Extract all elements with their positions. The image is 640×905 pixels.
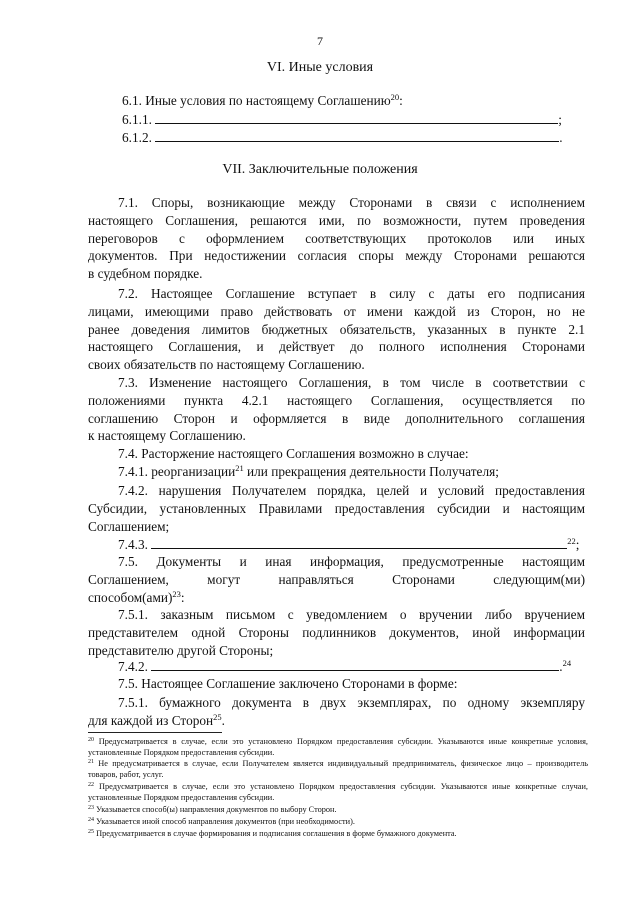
clause-7-4: 7.4. Расторжение настоящего Соглашения возможно в случае: xyxy=(118,446,469,461)
footnote-24 xyxy=(88,817,588,828)
footnote-ref-22: 22 xyxy=(567,536,576,546)
text-line: переговоров с оформлением соответствующих протоколов или иных xyxy=(88,230,585,246)
footnote-text: Предусматривается в случае, если это установлено Порядком предоставления субсидии. Указываются иные конкретные случаи, установленные Порядком предоставления субсидии. xyxy=(88,782,588,802)
fill-line xyxy=(155,129,559,142)
fill-line xyxy=(151,536,567,549)
clause-7-4-2-second-label: 7.4.2. xyxy=(118,659,148,674)
footnote-number: 23 xyxy=(88,805,94,811)
footnote-ref-23: 23 xyxy=(172,588,181,599)
footnote-text: Предусматривается в случае формирования и подписания соглашения в форме бумажного документа. xyxy=(96,829,457,838)
text-line: 7.2. Настоящее Соглашение вступает в силу с даты его подписания xyxy=(118,286,585,301)
text-line: представителем одной Стороны подлинников документов, иной информации xyxy=(88,624,585,640)
footnote-text: Указывается способ(ы) направления документов по выбору Сторон. xyxy=(96,805,337,814)
text-line: 7.5.1. бумажного документа в двух экземплярах, по одному экземпляру xyxy=(118,695,585,710)
clause-7-4-1-tail: или прекращения деятельности Получателя; xyxy=(243,464,499,479)
text-line xyxy=(88,712,585,730)
footnote-text: Не предусматривается в случае, если Получателем является индивидуальный предприниматель, физическое лицо – производитель товаров, работ, услуг. xyxy=(88,759,588,779)
clause-6-1-1-label: 6.1.1. xyxy=(122,112,152,127)
clause-7-4-1-text: 7.4.1. реорганизации xyxy=(118,464,236,479)
footnote-number: 20 xyxy=(88,737,94,743)
footnote-number: 24 xyxy=(88,817,94,823)
clause-7-4-2-second xyxy=(118,658,571,675)
clause-7-4-1 xyxy=(118,464,499,480)
clause-6-1-2-tail: . xyxy=(559,130,563,145)
text-line: соглашению Сторон и оформляется в виде дополнительного соглашения xyxy=(88,410,585,426)
text-line: 7.5. Документы и иная информация, предусмотренные настоящим xyxy=(118,554,585,569)
footnote-number: 22 xyxy=(88,782,94,788)
clause-7-5-tail: : xyxy=(180,589,185,605)
footnote-number: 21 xyxy=(88,759,94,765)
text-line: лицами, имеющими право действовать от имени каждой из Сторон, но не xyxy=(88,303,585,319)
section-6-title: VI. Иные условия xyxy=(266,60,374,75)
fill-line xyxy=(155,111,558,124)
clause-7-3 xyxy=(88,374,585,445)
clause-6-1-2-label: 6.1.2. xyxy=(122,130,152,145)
footnote-23 xyxy=(88,805,588,816)
text-line: представителю другой Стороны; xyxy=(88,642,274,658)
fill-line xyxy=(151,658,559,671)
text-line: 7.3. Изменение настоящего Соглашения, в том числе в соответствии с xyxy=(118,375,585,390)
clause-7-4-3-tail: ; xyxy=(575,537,580,552)
text-line: настоящего Соглашения, решаются ими, по возможности, путем проведения xyxy=(88,212,585,228)
text-line: 7.5.1. заказным письмом с уведомлением о вручении либо вручением xyxy=(118,607,585,622)
clause-7-5-second: 7.5. Настоящее Соглашение заключено Сторонами в форме: xyxy=(118,676,458,691)
clause-7-5 xyxy=(88,553,585,606)
clause-7-5-last: способом(ами) xyxy=(88,589,173,605)
text-line: документов. При недостижении согласия споры между Сторонами решаются xyxy=(88,248,585,264)
footnote-ref-20: 20 xyxy=(390,92,400,102)
footnote-separator xyxy=(88,732,222,733)
text-line: положениями пункта 4.2.1 настоящего Соглашения, осуществляется по xyxy=(88,392,585,408)
text-line: 7.1. Споры, возникающие между Сторонами в связи с исполнением xyxy=(118,195,585,210)
footnote-ref-25: 25 xyxy=(213,711,222,722)
clause-6-1-text: 6.1. Иные условия по настоящему Соглашению xyxy=(122,93,391,108)
clause-7-4-2 xyxy=(88,482,585,535)
clause-6-1-tail: : xyxy=(399,93,403,108)
text-line xyxy=(88,589,585,607)
page-number: 7 xyxy=(317,34,323,48)
clause-6-1-1 xyxy=(122,111,562,128)
text-line: 7.4.2. нарушения Получателем порядка, целей и условий предоставления xyxy=(118,483,585,498)
footnote-ref-21: 21 xyxy=(235,463,244,473)
text-line: к настоящему Соглашению. xyxy=(88,428,246,444)
clause-7-4-3 xyxy=(118,536,579,553)
text-line: Соглашением; xyxy=(88,518,170,534)
clause-6-1-2 xyxy=(122,129,563,146)
footnote-20 xyxy=(88,737,588,758)
clause-7-5-1-second-tail: . xyxy=(221,712,225,728)
footnote-22 xyxy=(88,782,588,803)
text-line: в судебном порядке. xyxy=(88,266,203,282)
footnote-25 xyxy=(88,829,588,840)
footnote-text: Указывается иной способ направления документов (при необходимости). xyxy=(96,817,355,826)
text-line: Соглашением, могут направляться Сторонами следующим(ми) xyxy=(88,571,585,587)
clause-7-5-1-second-last: для каждой из Сторон xyxy=(88,712,214,728)
clause-6-1 xyxy=(122,93,403,109)
footnote-21 xyxy=(88,759,588,780)
clause-7-4-2-second-tail: . xyxy=(559,659,563,674)
text-line: ранее доведения лимитов бюджетных обязательств, указанных в пункте 2.1 xyxy=(88,321,585,337)
footnote-text: Предусматривается в случае, если это установлено Порядком предоставления субсидии. Указываются иные конкретные условия, установленные Порядком предоставления субсидии. xyxy=(88,737,588,757)
text-line: Субсидии, установленных Правилами предоставления субсидии и настоящим xyxy=(88,500,585,516)
clause-7-5-1 xyxy=(88,606,585,659)
text-line: настоящего Соглашения, и действует до полного исполнения Сторонами xyxy=(88,339,585,355)
text-line: своих обязательств по настоящему Соглашению. xyxy=(88,357,365,373)
clause-6-1-1-tail: ; xyxy=(558,112,562,127)
footnote-ref-24: 24 xyxy=(562,658,572,668)
clause-7-4-3-label: 7.4.3. xyxy=(118,537,148,552)
section-7-title: VII. Заключительные положения xyxy=(222,162,418,177)
clause-7-2 xyxy=(88,285,585,374)
clause-7-5-1-second xyxy=(88,694,585,730)
footnote-number: 25 xyxy=(88,829,94,835)
clause-7-1 xyxy=(88,194,585,283)
